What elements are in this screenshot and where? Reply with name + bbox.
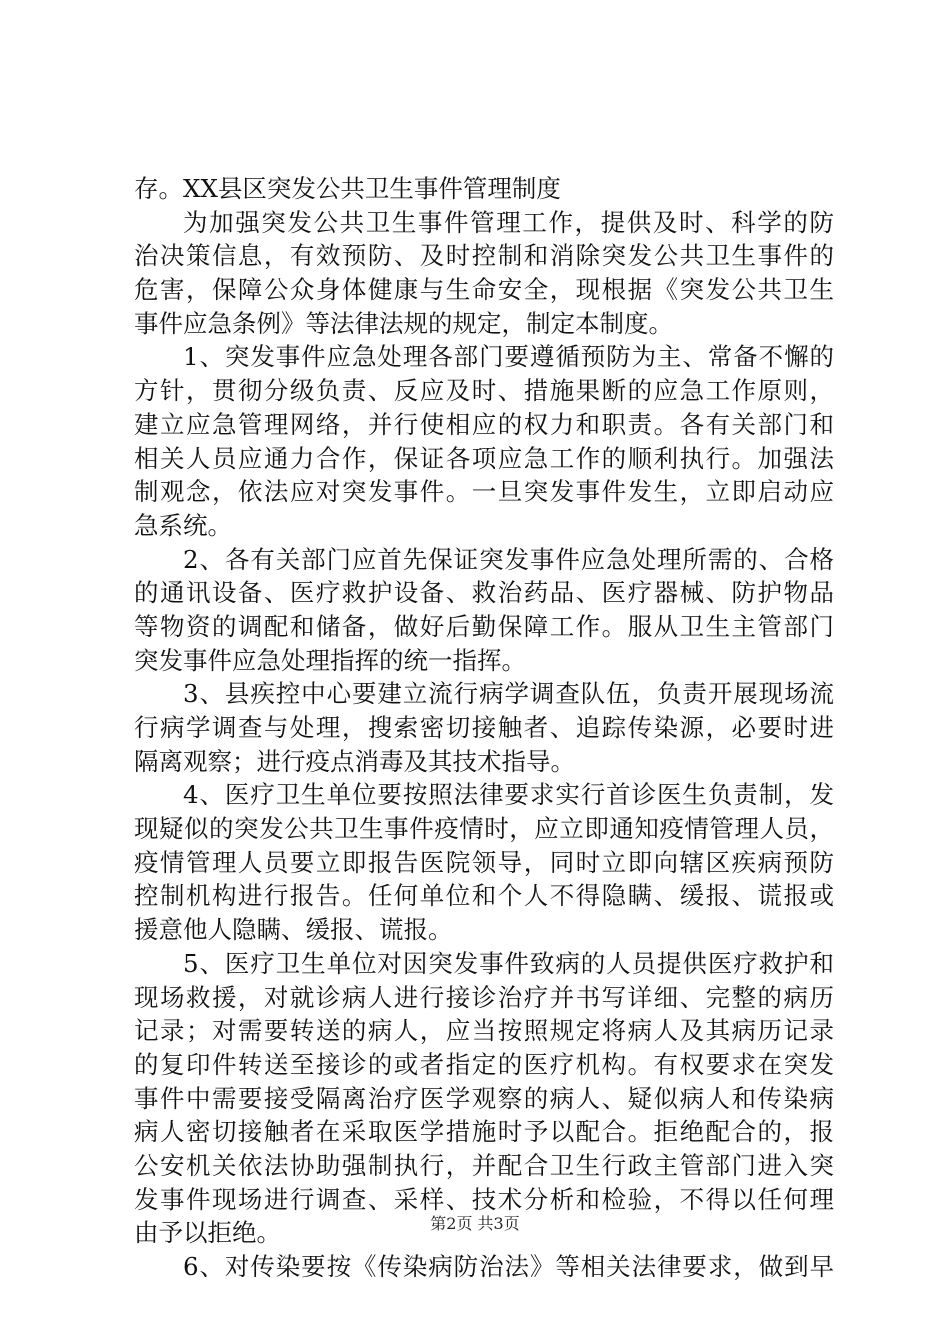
text-line: 制观念，依法应对突发事件。一旦突发事件发生，立即启动应 (134, 477, 834, 507)
text-line: 突发事件应急处理指挥的统一指挥。 (134, 645, 526, 675)
text-line: 的通讯设备、医疗救护设备、救治药品、医疗器械、防护物品 (134, 578, 834, 608)
text-line: 发事件现场进行调查、采样、技术分析和检验，不得以任何理 (134, 1184, 834, 1214)
text-line: 现疑似的突发公共卫生事件疫情时，应立即通知疫情管理人员， (134, 814, 834, 844)
text-line: 病人密切接触者在采取医学措施时予以配合。拒绝配合的，报 (134, 1117, 834, 1147)
text-line: 控制机构进行报告。任何单位和个人不得隐瞒、缓报、谎报或 (134, 881, 834, 911)
text-line: 行病学调查与处理，搜索密切接触者、追踪传染源，必要时进 (134, 713, 834, 742)
text-line: 隔离观察；进行疫点消毒及其技术指导。 (134, 746, 575, 776)
text-line: 记录；对需要转送的病人，应当按照规定将病人及其病历记录 (134, 1016, 834, 1046)
text-line: 急系统。 (134, 510, 232, 540)
text-line: 方针，贯彻分级负责、反应及时、措施果断的应急工作原则， (134, 376, 834, 406)
text-line: 相关人员应通力合作，保证各项应急工作的顺利执行。加强法 (134, 443, 834, 473)
text-line: 疫情管理人员要立即报告医院领导，同时立即向辖区疾病预防 (134, 847, 834, 877)
text-line: 治决策信息，有效预防、及时控制和消除突发公共卫生事件的 (134, 241, 834, 271)
text-line: 2、各有关部门应首先保证突发事件应急处理所需的、合格 (183, 544, 834, 574)
text-line: 5、医疗卫生单位对因突发事件致病的人员提供医疗救护和 (183, 948, 834, 978)
text-line: 危害，保障公众身体健康与生命安全，现根据《突发公共卫生 (134, 275, 834, 305)
text-line: 6、对传染要按《传染病防治法》等相关法律要求，做到早 (183, 1252, 834, 1281)
text-line: 援意他人隐瞒、缓报、谎报。 (134, 915, 453, 945)
text-line: 为加强突发公共卫生事件管理工作，提供及时、科学的防 (183, 207, 834, 237)
text-line: 现场救援，对就诊病人进行接诊治疗并书写详细、完整的病历 (134, 982, 834, 1012)
text-line: 等物资的调配和储备，做好后勤保障工作。服从卫生主管部门 (134, 611, 834, 641)
document-body (134, 172, 834, 1284)
text-line: 公安机关依法协助强制执行，并配合卫生行政主管部门进入突 (134, 1150, 834, 1180)
text-line: 4、医疗卫生单位要按照法律要求实行首诊医生负责制，发 (183, 780, 834, 810)
text-line: 建立应急管理网络，并行使相应的权力和职责。各有关部门和 (134, 409, 834, 439)
text-line: 的复印件转送至接诊的或者指定的医疗机构。有权要求在突发 (134, 1049, 834, 1079)
text-line: 事件应急条例》等法律法规的规定，制定本制度。 (134, 308, 673, 338)
text-line: 事件中需要接受隔离治疗医学观察的病人、疑似病人和传染病 (134, 1083, 834, 1113)
page-footer: 第2页 共3页 (430, 1214, 520, 1233)
text-line: 存。XX县区突发公共卫生事件管理制度 (134, 174, 561, 203)
text-line: 1、突发事件应急处理各部门要遵循预防为主、常备不懈的 (183, 342, 834, 372)
text-line: 由予以拒绝。 (134, 1218, 281, 1248)
text-line: 3、县疾控中心要建立流行病学调查队伍，负责开展现场流 (183, 679, 834, 709)
